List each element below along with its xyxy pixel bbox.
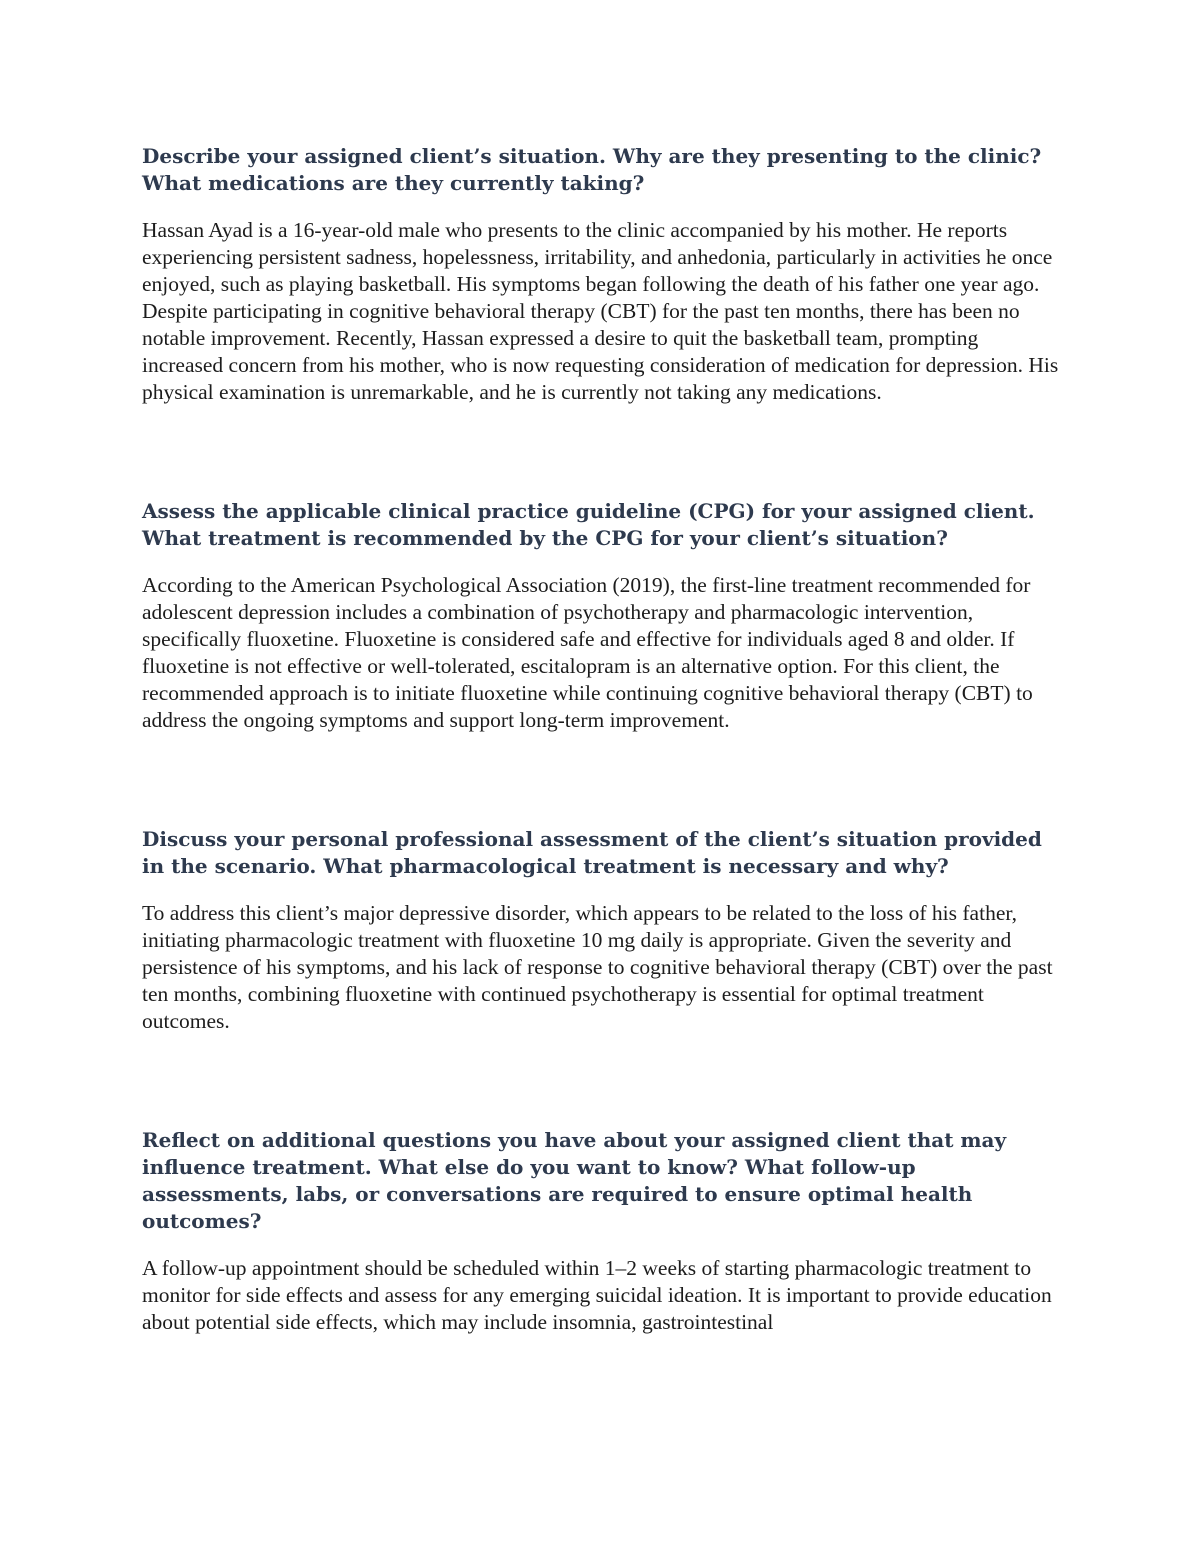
- document-page: [142, 143, 1062, 1336]
- section-body: Hassan Ayad is a 16-year-old male who presents to the clinic accompanied by his mother. He reports experiencing persistent sadness, hopelessness, irritability, and anhedonia, particularly in activities he once enjoyed, such as playing basketball. His symptoms began following the death of his father one year ago. Despite participating in cognitive behavioral therapy (CBT) for the past ten months, there has been no notable improvement. Recently, Hassan expressed a desire to quit the basketball team, prompting increased concern from his mother, who is now requesting consideration of medication for depression. His physical examination is unremarkable, and he is currently not taking any medications.: [142, 218, 1059, 404]
- section-heading: Reflect on additional questions you have about your assigned client that may influence treatment. What else do you want to know? What follow-up assessments, labs, or conversations are required to ensure optimal health outcomes?: [142, 1128, 1007, 1233]
- section-body: A follow-up appointment should be scheduled within 1–2 weeks of starting pharmacologic treatment to monitor for side effects and assess for any emerging suicidal ideation. It is important to provide education about potential side effects, which may include insomnia, gastrointestinal: [142, 1256, 1052, 1334]
- section-clinical-guideline: [142, 498, 1062, 734]
- section-body: According to the American Psychological Association (2019), the first-line treatment recommended for adolescent depression includes a combination of psychotherapy and pharmacologic intervention, specifically fluoxetine. Fluoxetine is considered safe and effective for individuals aged 8 and older. If fluoxetine is not effective or well-tolerated, escitalopram is an alternative option. For this client, the recommended approach is to initiate fluoxetine while continuing cognitive behavioral therapy (CBT) to address the ongoing symptoms and support long-term improvement.: [142, 573, 1033, 732]
- section-additional-questions: [142, 1127, 1062, 1336]
- section-heading: Assess the applicable clinical practice guideline (CPG) for your assigned client. What treatment is recommended by the CPG for your client’s situation?: [142, 499, 1035, 550]
- section-client-situation: [142, 143, 1062, 406]
- section-heading: Describe your assigned client’s situation. Why are they presenting to the clinic? What medications are they currently taking?: [142, 144, 1042, 195]
- section-body: To address this client’s major depressive disorder, which appears to be related to the loss of his father, initiating pharmacologic treatment with fluoxetine 10 mg daily is appropriate. Given the severity and persistence of his symptoms, and his lack of response to cognitive behavioral therapy (CBT) over the past ten months, combining fluoxetine with continued psychotherapy is essential for optimal treatment outcomes.: [142, 901, 1053, 1033]
- section-heading: Discuss your personal professional assessment of the client’s situation provided in the scenario. What pharmacological treatment is necessary and why?: [142, 827, 1042, 878]
- section-professional-assessment: [142, 826, 1062, 1035]
